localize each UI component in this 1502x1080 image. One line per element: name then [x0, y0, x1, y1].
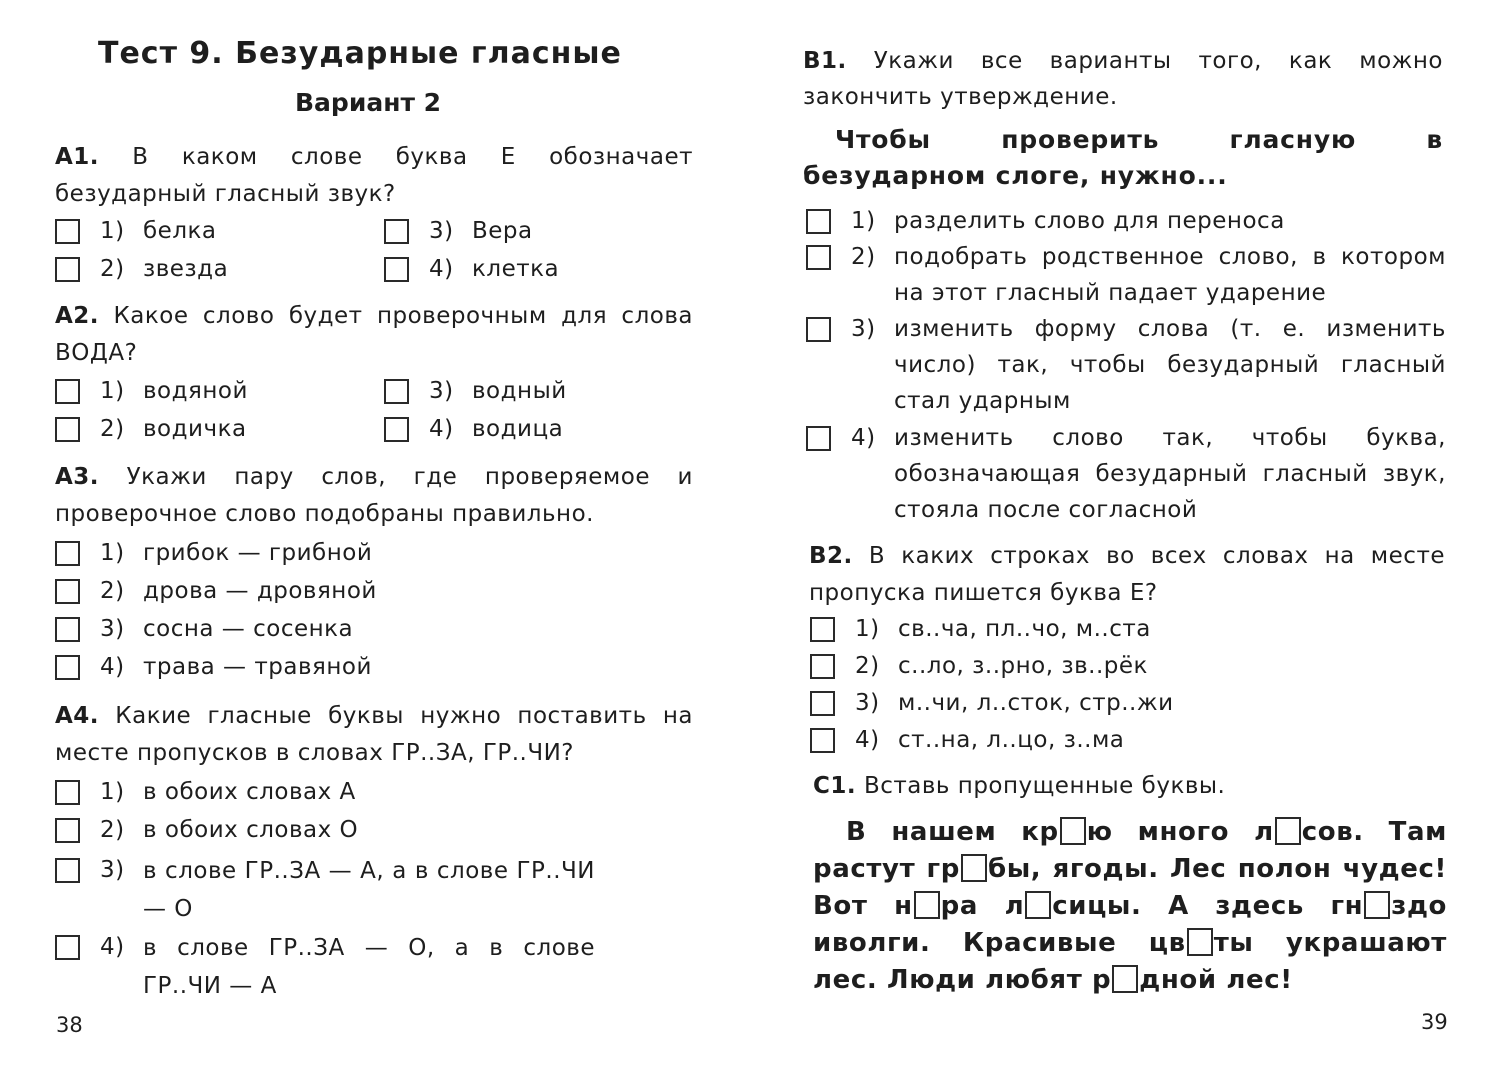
- option-text: с..ло, з..рно, зв..рёк: [898, 653, 1148, 679]
- option-number: 4): [429, 416, 454, 442]
- checkbox[interactable]: [384, 257, 409, 282]
- option-b1-3[interactable]: [806, 311, 1446, 419]
- option-number: 1): [100, 378, 125, 404]
- option-number: 2): [100, 256, 125, 282]
- checkbox[interactable]: [55, 219, 80, 244]
- letter-gap[interactable]: [961, 854, 987, 882]
- option-text: в слове ГР..ЗА — О, а в слове ГР..ЧИ — А: [143, 935, 595, 999]
- option-text: подобрать родственное слово, в котором на этот гласный падает ударение: [894, 244, 1446, 306]
- option-number: 3): [100, 857, 125, 883]
- letter-gap[interactable]: [1025, 891, 1051, 919]
- checkbox[interactable]: [55, 780, 80, 805]
- question-text: Укажи пару слов, где проверяемое и проверочное слово подобраны правильно.: [55, 464, 694, 527]
- story-text: ты украшают лес. Люди любят р: [813, 928, 1447, 995]
- option-text: грибок — грибной: [143, 540, 373, 566]
- question-b1: [803, 43, 1443, 115]
- option-number: 4): [100, 654, 125, 680]
- c1-story: [813, 814, 1447, 999]
- option-number: 1): [855, 616, 880, 642]
- option-number: 4): [851, 425, 876, 451]
- checkbox[interactable]: [806, 245, 831, 270]
- option-text: в слове ГР..ЗА — А, а в слове ГР..ЧИ — О: [143, 858, 595, 922]
- page-number-right: 39: [1421, 1010, 1448, 1034]
- question-text: В каком слове буква Е обозначает безударный гласный звук?: [55, 144, 693, 207]
- question-a1: [55, 139, 693, 213]
- story-text: сицы. А здесь гн: [1052, 891, 1364, 921]
- checkbox[interactable]: [384, 417, 409, 442]
- letter-gap[interactable]: [1060, 817, 1086, 845]
- checkbox[interactable]: [806, 426, 831, 451]
- option-number: 2): [851, 244, 876, 270]
- test-title: Тест 9. Безударные гласные: [98, 36, 622, 71]
- option-number: 3): [100, 616, 125, 642]
- question-a2: [55, 298, 693, 372]
- question-label: A2.: [55, 303, 100, 329]
- letter-gap[interactable]: [1112, 965, 1138, 993]
- variant-title: Вариант 2: [295, 88, 442, 117]
- question-a4: [55, 698, 693, 772]
- right-page: [751, 0, 1502, 1080]
- b1-statement: Чтобы проверить гласную в безударном слоге, нужно...: [803, 125, 1443, 190]
- question-label: C1.: [813, 773, 857, 799]
- option-a4-3[interactable]: [55, 852, 595, 928]
- question-c1: [813, 768, 1443, 805]
- question-b2: [809, 538, 1445, 612]
- option-number: 3): [429, 378, 454, 404]
- option-text: Вера: [472, 218, 533, 244]
- question-text: В каких строках во всех словах на месте пропуска пишется буква Е?: [809, 543, 1445, 606]
- question-text: Какие гласные буквы нужно поставить на месте пропусков в словах ГР..ЗА, ГР..ЧИ?: [55, 703, 694, 766]
- option-number: 3): [851, 316, 876, 342]
- checkbox[interactable]: [810, 617, 835, 642]
- option-number: 2): [100, 578, 125, 604]
- letter-gap[interactable]: [914, 891, 940, 919]
- letter-gap[interactable]: [1275, 817, 1301, 845]
- question-label: B2.: [809, 543, 853, 569]
- question-label: A1.: [55, 144, 100, 170]
- option-b1-2[interactable]: [806, 239, 1446, 311]
- option-text: в обоих словах О: [143, 817, 359, 843]
- option-text: изменить слово так, чтобы буква, обозначающая безударный гласный звук, стояла после согласной: [894, 425, 1446, 523]
- option-number: 3): [855, 690, 880, 716]
- option-a4-4[interactable]: [55, 929, 595, 1005]
- checkbox[interactable]: [55, 617, 80, 642]
- checkbox[interactable]: [810, 728, 835, 753]
- checkbox[interactable]: [55, 379, 80, 404]
- story-text: сов. Там растут гр: [813, 817, 1447, 884]
- checkbox[interactable]: [55, 257, 80, 282]
- checkbox[interactable]: [55, 417, 80, 442]
- option-number: 2): [100, 416, 125, 442]
- letter-gap[interactable]: [1187, 928, 1213, 956]
- option-b1-4[interactable]: [806, 420, 1446, 528]
- question-label: B1.: [803, 48, 847, 74]
- story-text: здо иволги. Красивые цв: [813, 891, 1448, 958]
- option-text: трава — травяной: [143, 654, 372, 680]
- checkbox[interactable]: [55, 858, 80, 883]
- option-text: ст..на, л..цо, з..ма: [898, 727, 1125, 753]
- checkbox[interactable]: [806, 317, 831, 342]
- checkbox[interactable]: [55, 935, 80, 960]
- checkbox[interactable]: [55, 579, 80, 604]
- option-number: 1): [851, 208, 876, 234]
- option-text: белка: [143, 218, 217, 244]
- option-text: дрова — дровяной: [143, 578, 377, 604]
- story-text: В нашем кр: [846, 817, 1059, 847]
- question-text: Вставь пропущенные буквы.: [863, 773, 1226, 799]
- option-text: разделить слово для переноса: [894, 208, 1285, 234]
- option-text: водица: [472, 416, 564, 442]
- option-text: сосна — сосенка: [143, 616, 354, 642]
- option-text: звезда: [143, 256, 229, 282]
- question-a3: [55, 459, 693, 533]
- checkbox[interactable]: [384, 379, 409, 404]
- option-number: 3): [429, 218, 454, 244]
- option-text: изменить форму слова (т. е. изменить число) так, чтобы безударный гласный стал ударным: [894, 316, 1446, 414]
- option-text: водяной: [143, 378, 248, 404]
- option-text: водичка: [143, 416, 247, 442]
- checkbox[interactable]: [55, 541, 80, 566]
- checkbox[interactable]: [55, 655, 80, 680]
- checkbox[interactable]: [806, 209, 831, 234]
- option-number: 1): [100, 540, 125, 566]
- option-number: 4): [855, 727, 880, 753]
- option-text: водный: [472, 378, 567, 404]
- checkbox[interactable]: [55, 818, 80, 843]
- checkbox[interactable]: [810, 654, 835, 679]
- question-text: Какое слово будет проверочным для слова ВОДА?: [55, 303, 693, 366]
- story-text: бы, ягоды. Лес полон чудес! Вот н: [813, 854, 1447, 921]
- option-text: м..чи, л..сток, стр..жи: [898, 690, 1174, 716]
- option-text: в обоих словах А: [143, 779, 356, 805]
- option-text: клетка: [472, 256, 560, 282]
- story-text: дной лес!: [1139, 965, 1293, 995]
- option-number: 4): [429, 256, 454, 282]
- question-label: A3.: [55, 464, 100, 490]
- question-text: Укажи все варианты того, как можно закончить утверждение.: [803, 48, 1444, 110]
- story-text: ю много л: [1086, 817, 1274, 847]
- option-number: 1): [100, 779, 125, 805]
- option-number: 1): [100, 218, 125, 244]
- checkbox[interactable]: [384, 219, 409, 244]
- option-number: 4): [100, 934, 125, 960]
- checkbox[interactable]: [810, 691, 835, 716]
- letter-gap[interactable]: [1364, 891, 1390, 919]
- option-number: 2): [855, 653, 880, 679]
- option-number: 2): [100, 817, 125, 843]
- option-text: св..ча, пл..чо, м..ста: [898, 616, 1151, 642]
- story-text: ра л: [940, 891, 1025, 921]
- page-number-left: 38: [56, 1013, 83, 1037]
- question-label: A4.: [55, 703, 100, 729]
